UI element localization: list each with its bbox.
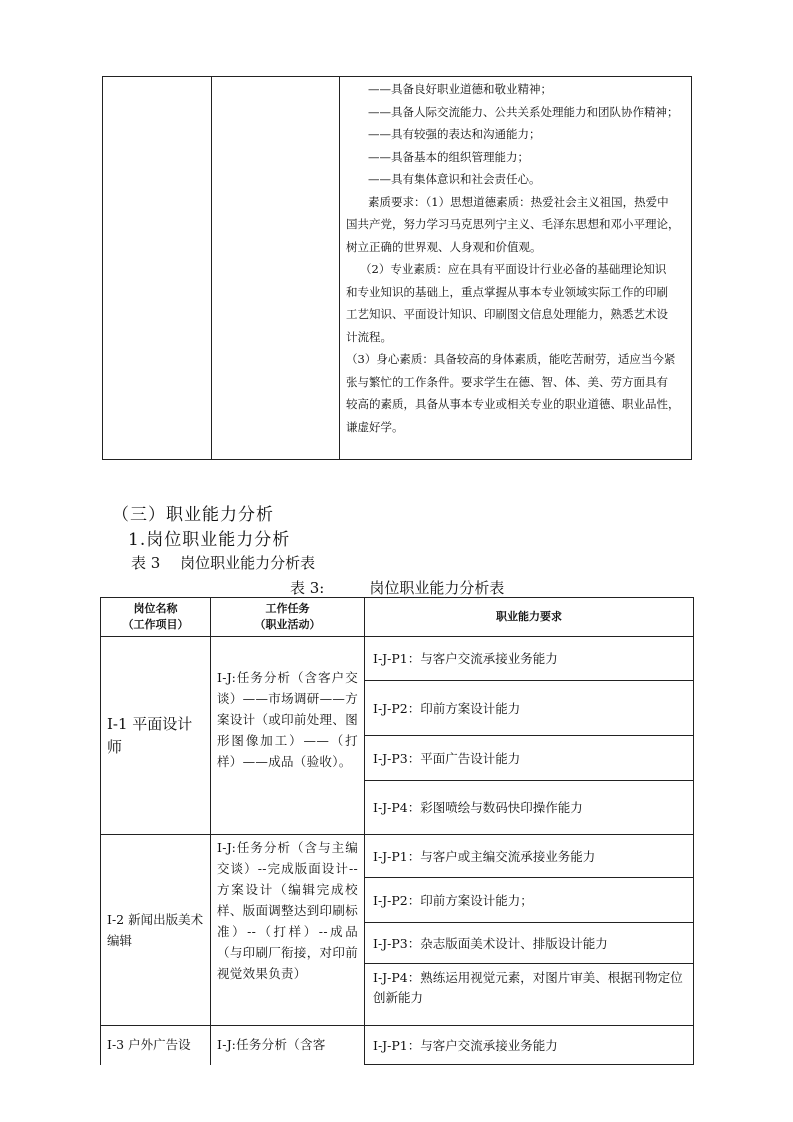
requirement-cell: [364, 834, 694, 878]
task-text: I-J:任务分析（含客: [217, 1037, 326, 1052]
task-text: I-J:任务分析（含与主编交谈）--完成版面设计--方案设计（编辑完成校样、版面调整达到印刷标准）--（打样）--成品（与印刷厂衔接，对印前视觉效果负责）: [217, 840, 358, 981]
table-label: 表 3 岗位职业能力分析表: [131, 554, 316, 572]
text-line: ——具备人际交流能力、公共关系处理能力和团队协作精神；: [368, 104, 679, 119]
post-name: I-3 户外广告设: [107, 1037, 191, 1052]
text-line: ——具有较强的表达和沟通能力；: [368, 127, 541, 141]
task-cell: [210, 636, 365, 835]
text-line: （2）专业素质：应在具有平面设计行业必备的基础理论知识: [360, 262, 667, 276]
requirement-text: I-J-P2：印前方案设计能力；: [373, 892, 533, 908]
header-post-name: [100, 597, 211, 637]
requirement-cell: [364, 680, 694, 736]
header-text: （职业活动）: [254, 618, 321, 631]
task-cell: [210, 834, 365, 1026]
requirement-cell: [364, 780, 694, 835]
text-line: 国共产党，努力学习马克思列宁主义、毛泽东思想和邓小平理论，: [346, 217, 680, 231]
requirement-text: I-J-P1：与客户交流承接业务能力: [373, 1037, 558, 1053]
post-cell: [100, 834, 211, 1026]
task-cell: [210, 1025, 365, 1065]
text-line: 较高的素质，具备从事本专业或相关专业的职业道德、职业品性，: [346, 397, 680, 411]
requirement-text: I-J-P1：与客户交流承接业务能力: [373, 651, 558, 666]
section-heading: （三）职业能力分析: [112, 505, 274, 525]
text-line: 工艺知识、平面设计知识、印刷图文信息处理能力，熟悉艺术设: [346, 307, 668, 321]
table-caption: 表 3: 岗位职业能力分析表: [290, 579, 505, 597]
text-line: 张与繁忙的工作条件。要求学生在德、智、体、美、劳方面具有: [346, 374, 668, 389]
text-line: 计流程。: [346, 329, 392, 344]
post-cell: [100, 1025, 211, 1065]
ability-analysis-table: [100, 597, 694, 1065]
task-text: I-J:任务分析（含客户交谈）——市场调研——方案设计（或印前处理、图形图像加工）——（打样）——成品（验收）。: [217, 670, 358, 769]
text-line: 素质要求：（1）思想道德素质：热爱社会主义祖国，热爱中: [368, 194, 669, 209]
requirement-cell: [364, 963, 694, 1026]
post-name: I-1 平面设计师: [107, 714, 193, 756]
requirement-text: I-J-P3：平面广告设计能力: [373, 750, 521, 766]
header-text: （工作项目）: [122, 618, 189, 631]
requirement-cell: [364, 636, 694, 681]
header-work-task: [210, 597, 365, 637]
text-line: ——具备基本的组织管理能力；: [368, 149, 529, 164]
header-text: 岗位名称: [133, 602, 178, 615]
requirement-cell: [364, 877, 694, 923]
text-line: ——具备良好职业道德和敬业精神；: [368, 82, 552, 96]
table-divider: [339, 77, 340, 459]
requirement-cell: [364, 735, 694, 781]
quality-requirements-text: [346, 78, 691, 438]
text-line: （3）身心素质：具备较高的身体素质，能吃苦耐劳，适应当今紧: [346, 352, 676, 366]
text-line: 谦虚好学。: [346, 419, 404, 434]
requirement-text: I-J-P2：印前方案设计能力: [373, 700, 521, 716]
requirement-text: I-J-P4：熟练运用视觉元素，对图片审美、根据刊物定位创新能力: [373, 970, 683, 1005]
text-line: ——具有集体意识和社会责任心。: [368, 172, 541, 186]
header-text: 工作任务: [265, 602, 310, 615]
table-divider: [211, 77, 212, 459]
requirement-text: I-J-P3：杂志版面美术设计、排版设计能力: [373, 935, 608, 951]
text-line: 树立正确的世界观、人身观和价值观。: [346, 239, 542, 254]
requirement-text: I-J-P1：与客户或主编交流承接业务能力: [373, 848, 596, 864]
post-cell: [100, 636, 211, 835]
post-name: I-2 新闻出版美术编辑: [107, 912, 204, 948]
header-ability-requirements: [364, 597, 694, 637]
header-text: 职业能力要求: [496, 610, 562, 623]
sub-heading: 1.岗位职业能力分析: [128, 530, 291, 550]
requirement-cell: [364, 922, 694, 964]
text-line: 和专业知识的基础上，重点掌握从事本专业领域实际工作的印刷: [346, 284, 668, 299]
requirement-text: I-J-P4：彩图喷绘与数码快印操作能力: [373, 800, 583, 815]
requirement-cell: [364, 1025, 694, 1065]
